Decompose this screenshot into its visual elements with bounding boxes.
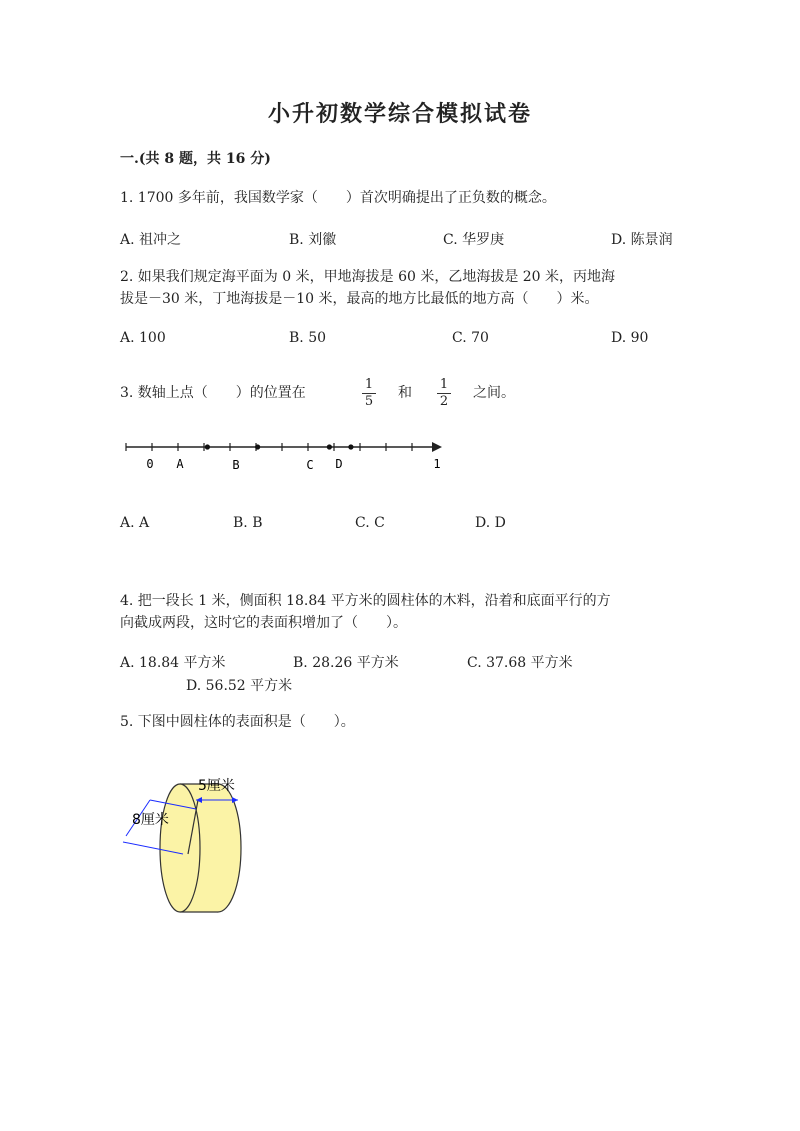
q4-option-d: D. 56.52 平方米 xyxy=(186,678,293,694)
page-title: 小升初数学综合模拟试卷 xyxy=(267,101,532,127)
fraction-one-fifth xyxy=(362,377,376,410)
q1-option-c: C. 华罗庚 xyxy=(443,232,505,248)
number-line-arrow xyxy=(432,442,442,452)
number-line xyxy=(120,435,460,480)
number-line-label-b: B xyxy=(232,458,240,472)
fraction-one-fifth-numerator: 1 xyxy=(362,377,376,394)
section-header: 一.(共 8 题，共 16 分) xyxy=(120,151,271,167)
number-line-point-d xyxy=(348,444,353,449)
question-4-line1: 4. 把一段长 1 米，侧面积 18.84 平方米的圆柱体的木料，沿着和底面平行的方 xyxy=(120,593,611,609)
question-5-text: 5. 下图中圆柱体的表面积是（ ）。 xyxy=(120,714,355,730)
q2-option-d: D. 90 xyxy=(611,330,649,346)
question-3-and: 和 xyxy=(398,385,412,401)
q4-option-c: C. 37.68 平方米 xyxy=(467,655,573,671)
q1-option-a: A. 祖冲之 xyxy=(120,232,182,248)
q3-option-c: C. C xyxy=(355,515,385,531)
q2-option-b: B. 50 xyxy=(289,330,327,346)
cylinder-figure xyxy=(120,770,255,920)
q4-option-a: A. 18.84 平方米 xyxy=(120,655,226,671)
number-line-point-c xyxy=(327,444,332,449)
number-line-label-c: C xyxy=(306,458,314,472)
number-line-label-a: A xyxy=(176,457,184,471)
fraction-one-fifth-denominator: 5 xyxy=(364,394,374,409)
q4-option-b: B. 28.26 平方米 xyxy=(293,655,399,671)
radius-label: 8厘米 xyxy=(132,812,169,828)
question-3-suffix: 之间。 xyxy=(473,385,515,401)
fraction-one-half-denominator: 2 xyxy=(439,394,449,409)
question-4-line2: 向截成两段，这时它的表面积增加了（ ）。 xyxy=(120,615,407,631)
q3-option-d: D. D xyxy=(475,515,506,531)
q1-option-b: B. 刘徽 xyxy=(289,232,337,248)
question-1-text: 1. 1700 多年前，我国数学家（ ）首次明确提出了正负数的概念。 xyxy=(120,190,556,206)
question-2-line2: 拔是－30 米，丁地海拔是－10 米，最高的地方比最低的地方高（ ）米。 xyxy=(120,291,599,307)
height-arrow-right xyxy=(232,797,238,803)
q2-option-c: C. 70 xyxy=(452,330,489,346)
question-2-line1: 2. 如果我们规定海平面为 0 米，甲地海拔是 60 米，乙地海拔是 20 米，丙地海 xyxy=(120,269,616,285)
q1-option-d: D. 陈景润 xyxy=(611,232,673,248)
q3-option-a: A. A xyxy=(120,515,150,531)
question-3-prefix: 3. 数轴上点（ ）的位置在 xyxy=(120,385,306,401)
fraction-one-half xyxy=(437,377,451,410)
number-line-label-d: D xyxy=(335,457,343,471)
q2-option-a: A. 100 xyxy=(120,330,166,346)
q3-option-b: B. B xyxy=(233,515,263,531)
number-line-point-b xyxy=(255,444,260,449)
number-line-point-a xyxy=(205,444,210,449)
fraction-one-half-numerator: 1 xyxy=(437,377,451,394)
number-line-label-0: 0 xyxy=(146,457,154,471)
height-label: 5厘米 xyxy=(198,778,235,794)
number-line-label-1: 1 xyxy=(433,457,441,471)
